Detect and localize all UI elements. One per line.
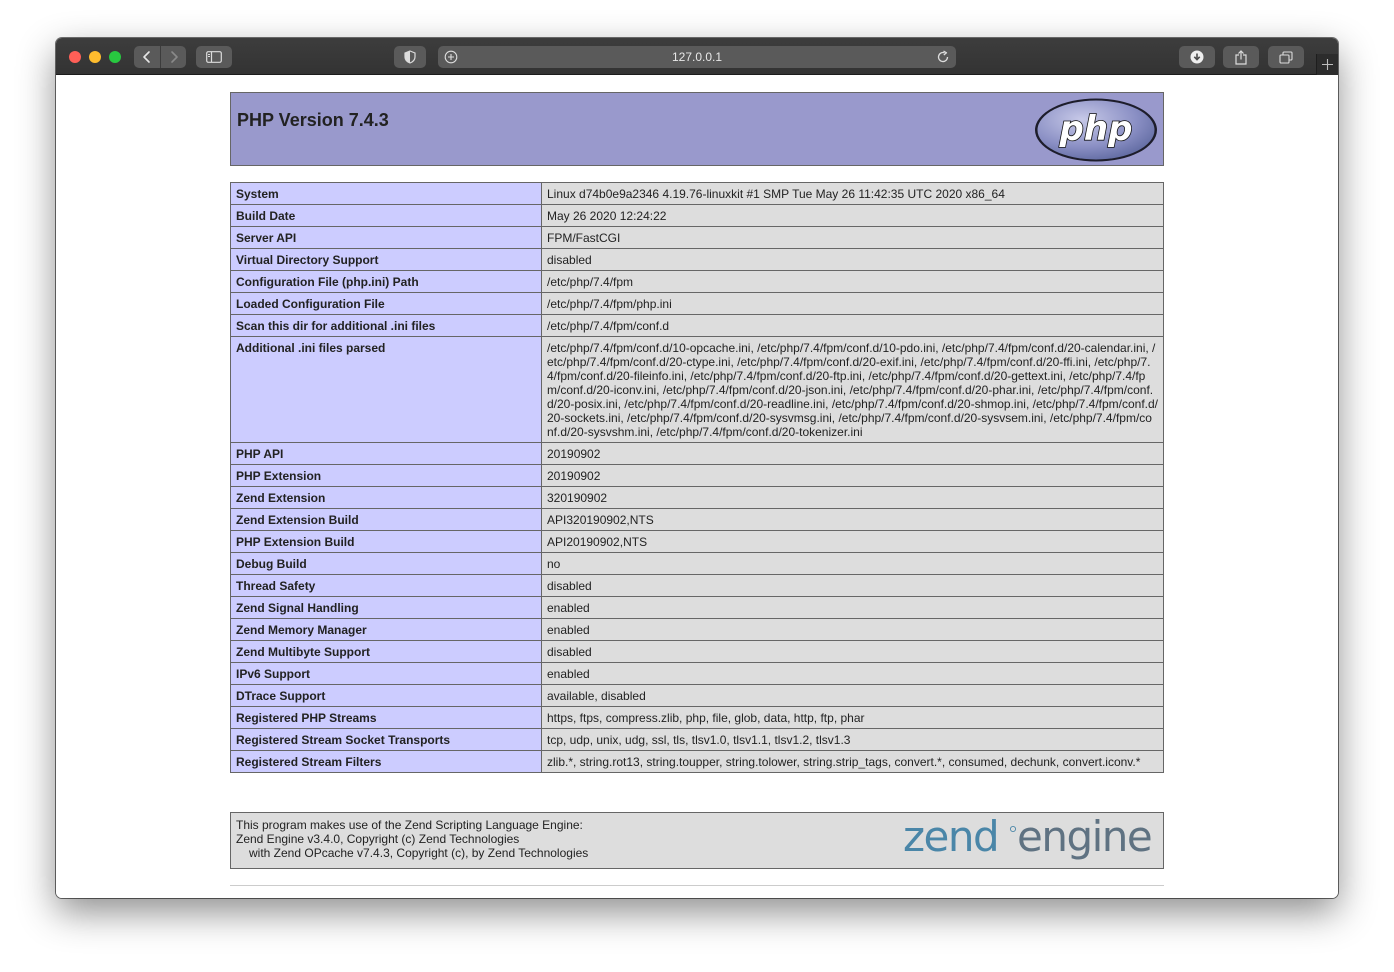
table-row	[231, 205, 1164, 227]
zend-credit-line: This program makes use of the Zend Scripting Language Engine:	[236, 818, 583, 832]
table-row	[231, 751, 1164, 773]
table-row	[231, 337, 1164, 443]
table-row	[231, 315, 1164, 337]
setting-value: enabled	[542, 663, 1164, 685]
php-logo[interactable]	[1034, 97, 1158, 163]
table-row	[231, 531, 1164, 553]
horizontal-rule	[230, 885, 1164, 886]
navigation-buttons	[134, 46, 186, 68]
setting-label: Zend Multibyte Support	[231, 641, 542, 663]
close-window-button[interactable]	[69, 51, 81, 63]
table-row	[231, 227, 1164, 249]
setting-label: Virtual Directory Support	[231, 249, 542, 271]
setting-label: Thread Safety	[231, 575, 542, 597]
setting-label: Zend Extension Build	[231, 509, 542, 531]
privacy-report-button[interactable]	[394, 46, 426, 68]
setting-label: Loaded Configuration File	[231, 293, 542, 315]
setting-value: API320190902,NTS	[542, 509, 1164, 531]
zend-engine-logo[interactable]	[903, 815, 1159, 867]
back-button[interactable]	[134, 46, 160, 68]
table-row	[231, 707, 1164, 729]
downloads-button[interactable]	[1179, 46, 1215, 68]
share-icon	[1235, 50, 1247, 65]
minimize-window-button[interactable]	[89, 51, 101, 63]
table-row	[231, 487, 1164, 509]
add-page-icon	[444, 50, 458, 64]
setting-value: API20190902,NTS	[542, 531, 1164, 553]
browser-window	[56, 38, 1338, 898]
setting-value: 20190902	[542, 465, 1164, 487]
add-page-button[interactable]	[444, 50, 458, 64]
address-text: 127.0.0.1	[671, 50, 723, 64]
zend-credits	[236, 818, 588, 860]
table-row	[231, 619, 1164, 641]
table-row	[231, 271, 1164, 293]
table-row	[231, 575, 1164, 597]
setting-value: /etc/php/7.4/fpm/conf.d/10-opcache.ini, /etc/php/7.4/fpm/conf.d/10-pdo.ini, /etc/php/7.4/fpm/conf.d/20-calendar.ini, /etc/php/7.4/fpm/conf.d/20-ctype.ini, /etc/php/7.4/fpm/conf.d/20-exif.ini, /etc/php/7.4/fpm/conf.d/20-ffi.ini, /etc/php/7.4/fpm/conf.d/20-fileinfo.ini, /etc/php/7.4/fpm/conf.d/20-ftp.ini, /etc/php/7.4/fpm/conf.d/20-gettext.ini, /etc/php/7.4/fpm/conf.d/20-iconv.ini, /etc/php/7.4/fpm/conf.d/20-json.ini, /etc/php/7.4/fpm/conf.d/20-phar.ini, /etc/php/7.4/fpm/conf.d/20-posix.ini, /etc/php/7.4/fpm/conf.d/20-readline.ini, /etc/php/7.4/fpm/conf.d/20-shmop.ini, /etc/php/7.4/fpm/conf.d/20-sockets.ini, /etc/php/7.4/fpm/conf.d/20-sysvmsg.ini, /etc/php/7.4/fpm/conf.d/20-sysvsem.ini, /etc/php/7.4/fpm/conf.d/20-sysvshm.ini, /etc/php/7.4/fpm/conf.d/20-tokenizer.ini	[542, 337, 1164, 443]
setting-label: PHP Extension Build	[231, 531, 542, 553]
privacy-shield-icon	[404, 50, 416, 64]
php-version-header	[230, 92, 1164, 166]
setting-value: 20190902	[542, 443, 1164, 465]
php-info-table	[230, 182, 1164, 773]
setting-label: Build Date	[231, 205, 542, 227]
table-row	[231, 293, 1164, 315]
new-tab-icon	[1322, 59, 1333, 70]
new-tab-button[interactable]	[1316, 54, 1338, 75]
svg-text:php: php	[1059, 109, 1133, 149]
tabs-overview-icon	[1279, 51, 1293, 64]
sidebar-button[interactable]	[196, 46, 232, 68]
setting-value: no	[542, 553, 1164, 575]
zoom-window-button[interactable]	[109, 51, 121, 63]
table-row	[231, 553, 1164, 575]
setting-value: zlib.*, string.rot13, string.toupper, string.tolower, string.strip_tags, convert.*, consumed, dechunk, convert.iconv.*	[542, 751, 1164, 773]
setting-value: disabled	[542, 641, 1164, 663]
setting-value: /etc/php/7.4/fpm/php.ini	[542, 293, 1164, 315]
setting-value: 320190902	[542, 487, 1164, 509]
table-row	[231, 597, 1164, 619]
setting-label: Zend Memory Manager	[231, 619, 542, 641]
setting-value: disabled	[542, 575, 1164, 597]
setting-label: Additional .ini files parsed	[231, 337, 542, 443]
setting-value: Linux d74b0e9a2346 4.19.76-linuxkit #1 SMP Tue May 26 11:42:35 UTC 2020 x86_64	[542, 183, 1164, 205]
svg-text:zend: zend	[903, 815, 999, 861]
setting-label: PHP Extension	[231, 465, 542, 487]
table-row	[231, 465, 1164, 487]
setting-value: tcp, udp, unix, udg, ssl, tls, tlsv1.0, tlsv1.1, tlsv1.2, tlsv1.3	[542, 729, 1164, 751]
table-row	[231, 729, 1164, 751]
sidebar-icon	[206, 51, 222, 63]
table-row	[231, 249, 1164, 271]
table-row	[231, 443, 1164, 465]
setting-value: enabled	[542, 619, 1164, 641]
back-icon	[142, 50, 152, 64]
forward-button[interactable]	[160, 46, 186, 68]
table-row	[231, 641, 1164, 663]
table-row	[231, 183, 1164, 205]
setting-label: Scan this dir for additional .ini files	[231, 315, 542, 337]
address-bar[interactable]	[438, 46, 956, 68]
setting-label: Registered PHP Streams	[231, 707, 542, 729]
setting-label: System	[231, 183, 542, 205]
setting-label: Zend Extension	[231, 487, 542, 509]
setting-value: May 26 2020 12:24:22	[542, 205, 1164, 227]
zend-credit-line: Zend Engine v3.4.0, Copyright (c) Zend Technologies	[236, 832, 520, 846]
setting-value: enabled	[542, 597, 1164, 619]
setting-value: /etc/php/7.4/fpm/conf.d	[542, 315, 1164, 337]
zend-credit-line: with Zend OPcache v7.4.3, Copyright (c), by Zend Technologies	[249, 846, 589, 860]
setting-value: https, ftps, compress.zlib, php, file, glob, data, http, ftp, phar	[542, 707, 1164, 729]
reload-icon	[936, 50, 950, 64]
setting-label: PHP API	[231, 443, 542, 465]
forward-icon	[169, 50, 179, 64]
downloads-icon	[1190, 50, 1204, 64]
setting-value: available, disabled	[542, 685, 1164, 707]
svg-text:engine: engine	[1017, 815, 1152, 861]
setting-value: /etc/php/7.4/fpm	[542, 271, 1164, 293]
setting-value: FPM/FastCGI	[542, 227, 1164, 249]
table-row	[231, 509, 1164, 531]
setting-label: IPv6 Support	[231, 663, 542, 685]
table-row	[231, 663, 1164, 685]
setting-label: DTrace Support	[231, 685, 542, 707]
page-title: PHP Version 7.4.3	[237, 110, 389, 130]
table-row	[231, 685, 1164, 707]
setting-label: Server API	[231, 227, 542, 249]
setting-value: disabled	[542, 249, 1164, 271]
page-content	[56, 75, 1338, 898]
setting-label: Debug Build	[231, 553, 542, 575]
setting-label: Registered Stream Filters	[231, 751, 542, 773]
setting-label: Registered Stream Socket Transports	[231, 729, 542, 751]
share-button[interactable]	[1223, 46, 1259, 68]
tab-overview-button[interactable]	[1268, 46, 1304, 68]
zend-engine-box	[230, 812, 1164, 869]
setting-label: Configuration File (php.ini) Path	[231, 271, 542, 293]
setting-label: Zend Signal Handling	[231, 597, 542, 619]
browser-toolbar	[56, 38, 1338, 75]
reload-button[interactable]	[936, 50, 950, 64]
